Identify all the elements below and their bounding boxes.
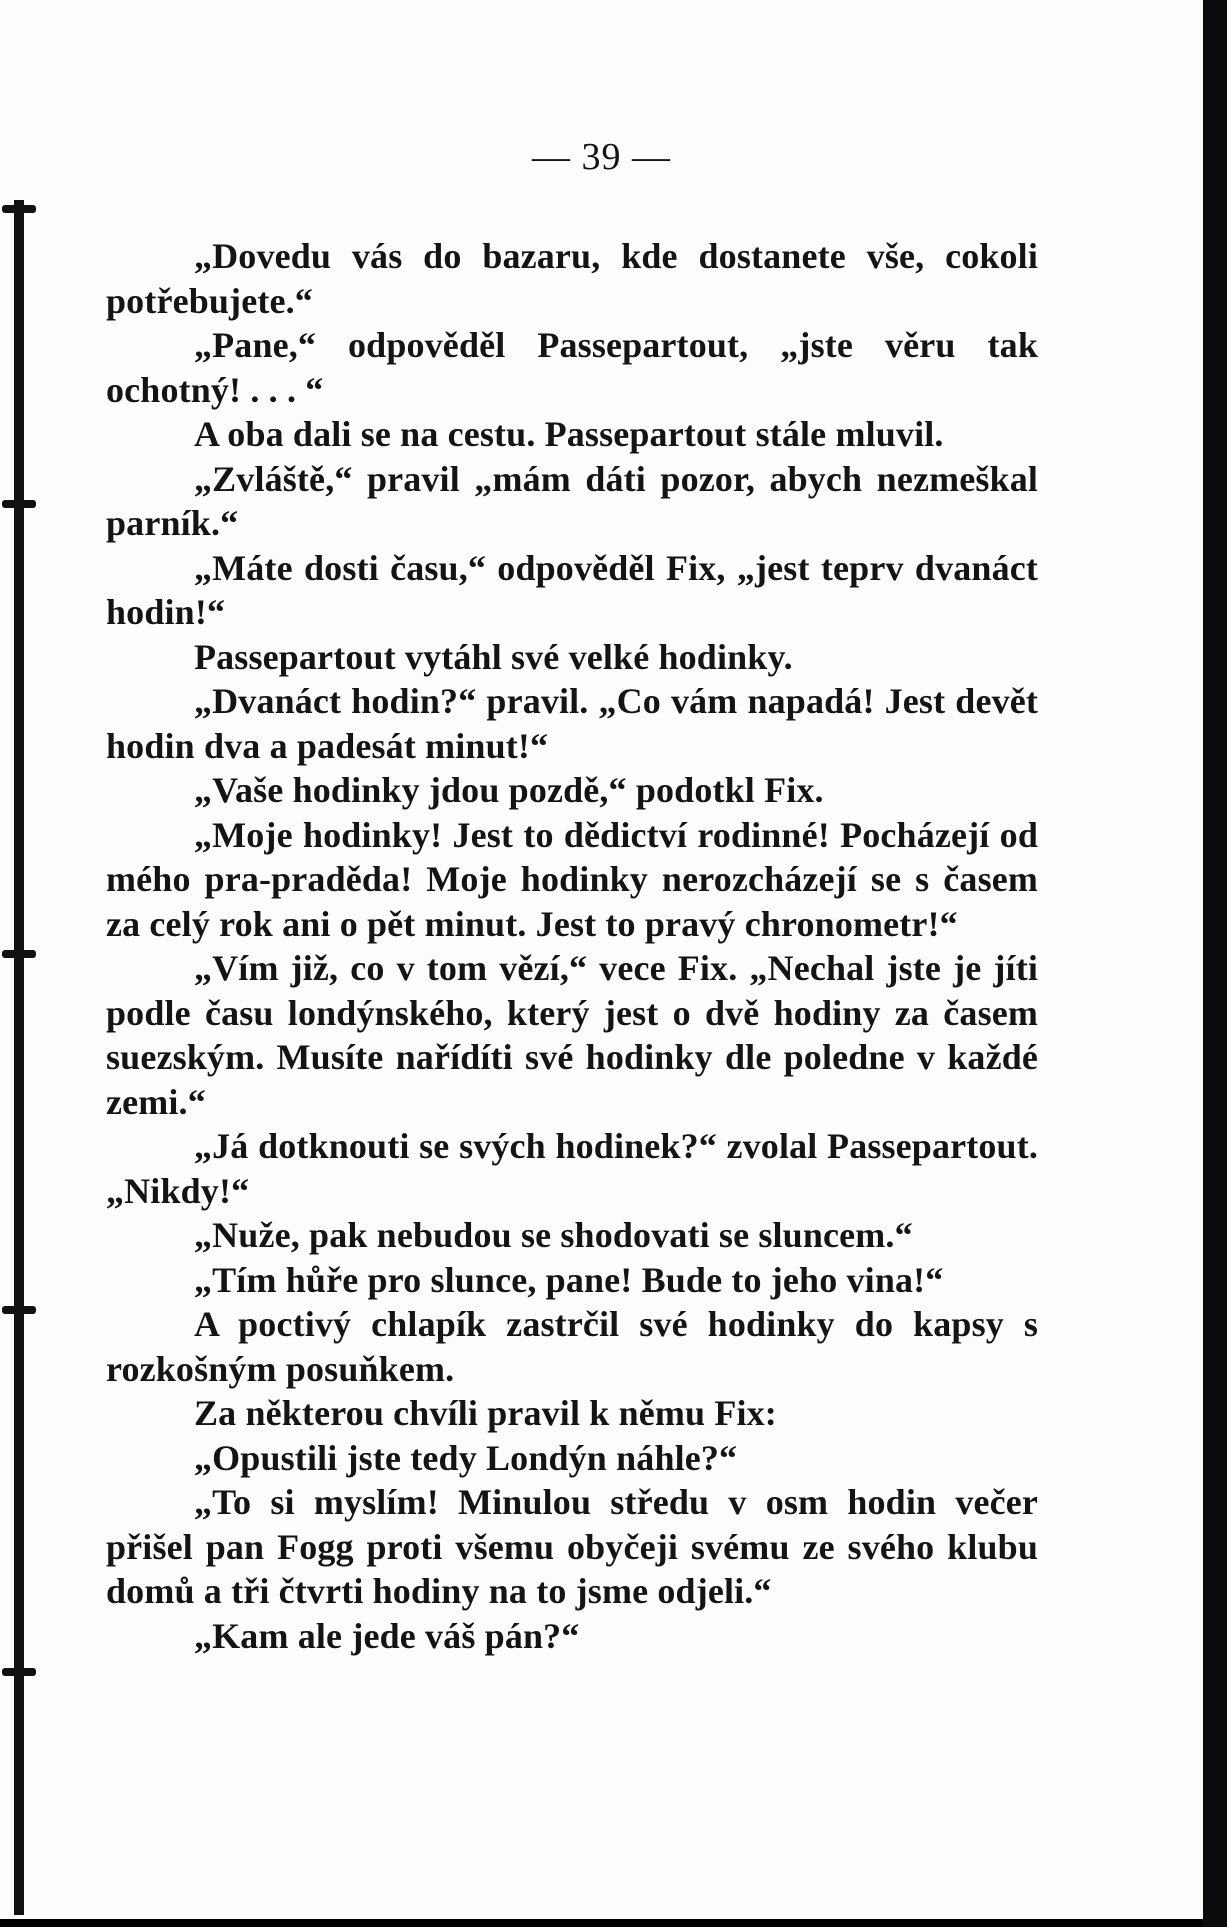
paragraph: „Vím již, co v tom vězí,“ vece Fix. „Nechal jste je jíti podle času londýnského, který jest o dvě hodiny za časem suezským. Musíte nařídíti své hodinky dle poledne v každé zemi.“ (106, 948, 1038, 1122)
paragraph: „Dovedu vás do bazaru, kde dostanete vše, cokoli potřebujete.“ (106, 236, 1038, 321)
paragraph: Passepartout vytáhl své velké hodinky. (194, 636, 793, 677)
paragraph: „Máte dosti času,“ odpověděl Fix, „jest teprv dvanáct hodin!“ (106, 547, 1038, 632)
scan-edge-shadow (1203, 0, 1227, 1927)
paragraph: „Moje hodinky! Jest to dědictví rodinné! Pocházejí od mého pra-praděda! Moje hodinky nerozcházejí se s časem za celý rok ani o pět minut. Jest to pravý chronometr!“ (106, 814, 1038, 944)
binding-mark (2, 500, 36, 508)
paragraph: „Kam ale jede váš pán?“ (194, 1615, 580, 1656)
paragraph: „Tím hůře pro slunce, pane! Bude to jeho vina!“ (194, 1259, 944, 1300)
paragraph: Za některou chvíli pravil k němu Fix: (194, 1393, 777, 1433)
body-text (106, 234, 1038, 1658)
paragraph: A poctivý chlapík zastrčil své hodinky do kapsy s rozkošným posuňkem. (106, 1304, 1038, 1389)
paragraph: „Já dotknouti se svých hodinek?“ zvolal Passepartout. „Nikdy!“ (106, 1126, 1038, 1211)
paragraph: „Vaše hodinky jdou pozdě,“ podotkl Fix. (194, 770, 824, 810)
paragraph: „Dvanáct hodin?“ pravil. „Co vám napadá! Jest devět hodin dva a padesát minut!“ (106, 681, 1038, 766)
binding-mark (2, 950, 36, 958)
paragraph: „Pane,“ odpověděl Passepartout, „jste věru tak ochotný! . . . “ (106, 325, 1038, 410)
paragraph: „To si myslím! Minulou středu v osm hodin večer přišel pan Fogg proti všemu obyčeji svému ze svého klubu domů a tři čtvrti hodiny na to jsme odjeli.“ (106, 1482, 1038, 1611)
binding-mark (2, 1668, 36, 1676)
paragraph: A oba dali se na cestu. Passepartout stále mluvil. (194, 414, 944, 454)
paragraph: „Zvláště,“ pravil „mám dáti pozor, abych nezmeškal parník.“ (106, 458, 1038, 543)
paragraph: „Opustili jste tedy Londýn náhle?“ (194, 1437, 738, 1478)
page-binding-edge (14, 200, 24, 1915)
page-number: — 39 — (532, 136, 671, 178)
paragraph: „Nuže, pak nebudou se shodovati se sluncem.“ (194, 1215, 913, 1255)
binding-mark (2, 205, 36, 213)
binding-mark (2, 1306, 36, 1314)
